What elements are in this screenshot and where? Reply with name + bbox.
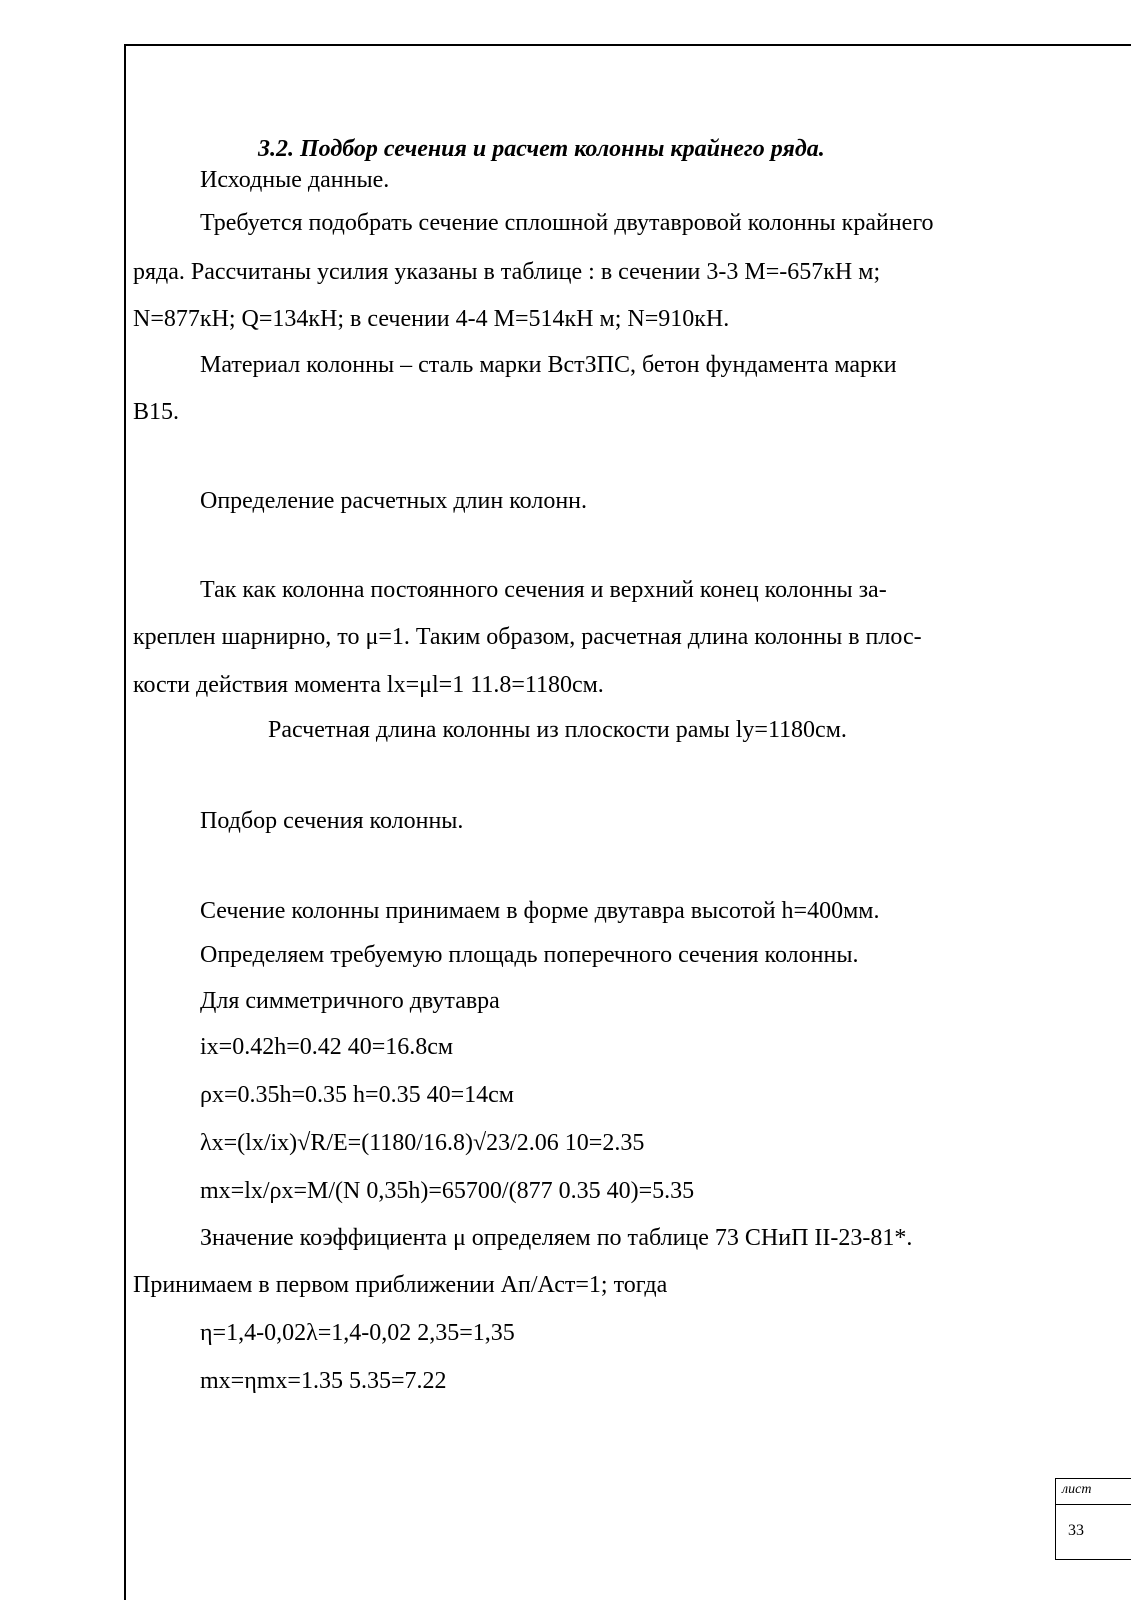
paragraph-line: кости действия момента lx=μl=1 11.8=1180см. [133,672,604,698]
paragraph-line: Для симметричного двутавра [200,988,500,1014]
paragraph-line: Так как колонна постоянного сечения и верхний конец колонны за- [200,577,887,603]
paragraph-line: Значение коэффициента μ определяем по таблице 73 СНиП II-23-81*. [200,1225,913,1251]
formula-line: mx=ηmx=1.35 5.35=7.22 [200,1368,447,1394]
formula-line: ρx=0.35h=0.35 h=0.35 40=14см [200,1082,514,1108]
paragraph-line: Сечение колонны принимаем в форме двутавра высотой h=400мм. [200,898,880,924]
page-frame-top [124,44,1131,46]
paragraph-line: Расчетная длина колонны из плоскости рамы ly=1180см. [268,717,847,743]
sheet-stamp [1055,1478,1131,1560]
paragraph-line: креплен шарнирно, то μ=1. Таким образом, расчетная длина колонны в плос- [133,624,922,650]
paragraph-line: ряда. Рассчитаны усилия указаны в таблице : в сечении 3-3 М=-657кН м; [133,259,881,285]
paragraph-line: В15. [133,399,180,425]
formula-line: mx=lx/ρx=M/(N 0,35h)=65700/(877 0.35 40)=5.35 [200,1178,695,1204]
paragraph-line: N=877кН; Q=134кН; в сечении 4-4 М=514кН м; N=910кН. [133,306,730,332]
subsection-heading: Подбор сечения колонны. [200,808,464,834]
paragraph-line: Исходные данные. [200,167,390,193]
sheet-label: лист [1062,1482,1092,1497]
paragraph-line: Принимаем в первом приближении Ап/Аст=1; тогда [133,1272,668,1298]
paragraph-line: Определяем требуемую площадь поперечного сечения колонны. [200,942,859,968]
formula-line: ix=0.42h=0.42 40=16.8см [200,1034,454,1060]
paragraph-line: Требуется подобрать сечение сплошной двутавровой колонны крайнего [200,210,934,236]
sheet-stamp-divider [1056,1504,1131,1505]
paragraph-line: Материал колонны – сталь марки ВстЗПС, бетон фундамента марки [200,352,897,378]
formula-line: λx=(lx/ix)√R/E=(1180/16.8)√23/2.06 10=2.35 [200,1130,645,1156]
section-title: 3.2. Подбор сечения и расчет колонны крайнего ряда. [258,136,825,162]
formula-line: η=1,4-0,02λ=1,4-0,02 2,35=1,35 [200,1320,515,1346]
page-frame-left [124,44,126,1600]
subsection-heading: Определение расчетных длин колонн. [200,488,588,514]
page-number: 33 [1068,1522,1084,1539]
